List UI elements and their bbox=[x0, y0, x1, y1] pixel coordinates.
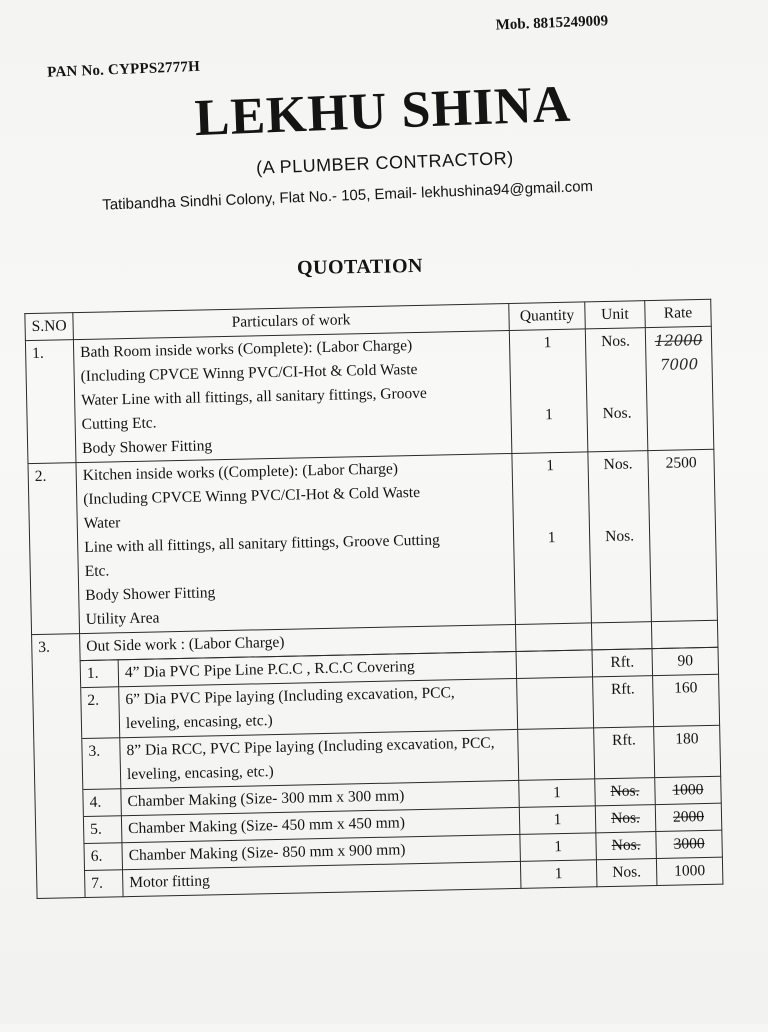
item-unit: Nos. bbox=[596, 859, 657, 887]
header-unit: Unit bbox=[585, 301, 646, 329]
particular-line: Line with all fittings, all sanitary fittings, Groove Cutting bbox=[84, 531, 440, 556]
quantity-value: 1 bbox=[545, 406, 554, 424]
item-rate: 160 bbox=[653, 674, 720, 726]
item-number: 5. bbox=[83, 816, 122, 844]
quantity-value: 1 bbox=[547, 529, 556, 547]
particular-line: (Including CPVCE Winng PVC/CI-Hot & Cold Waste bbox=[80, 360, 418, 386]
row-sno-spacer bbox=[35, 817, 84, 845]
row-rate: 2500 bbox=[648, 449, 718, 621]
item-rate: 2000 bbox=[655, 803, 722, 831]
item-quantity: 1 bbox=[520, 833, 597, 862]
item-description: 4” Dia PVC Pipe Line P.C.C , R.C.C Covering bbox=[118, 651, 516, 686]
item-description: Motor fitting bbox=[123, 861, 521, 896]
item-number: 3. bbox=[82, 738, 121, 790]
row-quantity bbox=[509, 329, 588, 454]
item-quantity: 1 bbox=[519, 806, 596, 835]
unit-value: Nos. bbox=[603, 455, 633, 474]
item-unit: Rft. bbox=[593, 676, 654, 728]
header-quantity: Quantity bbox=[509, 302, 586, 331]
item-quantity bbox=[518, 728, 595, 781]
row-sno-spacer bbox=[32, 661, 81, 689]
company-address: Tatibandha Sindhi Colony, Flat No.- 105, Email- lekhushina94@gmail.com bbox=[101, 177, 594, 214]
item-unit: Nos. bbox=[596, 832, 657, 860]
outside-work-table bbox=[32, 647, 724, 899]
mobile-number: Mob. 8815249009 bbox=[495, 13, 609, 34]
item-rate: 1000 bbox=[656, 857, 723, 885]
row-sno-spacer bbox=[37, 871, 86, 899]
item-number: 7. bbox=[85, 870, 124, 898]
particular-line: Body Shower Fitting bbox=[82, 437, 213, 457]
quotation-table bbox=[24, 299, 718, 662]
item-quantity: 1 bbox=[519, 779, 596, 808]
particular-line: Bath Room inside works (Complete): (Labor Charge) bbox=[79, 337, 413, 362]
row-sno: 2. bbox=[28, 463, 80, 635]
row-sno-spacer bbox=[36, 844, 85, 872]
item-unit: Nos. bbox=[595, 778, 656, 806]
item-rate: 90 bbox=[652, 647, 719, 675]
item-number: 2. bbox=[81, 687, 120, 739]
particular-line: Kitchen inside works ((Complete): (Labor Charge) bbox=[82, 460, 399, 484]
unit-value: Nos. bbox=[602, 404, 632, 423]
item-rate: 1000 bbox=[655, 776, 722, 804]
item-quantity: 1 bbox=[520, 860, 597, 889]
row-unit bbox=[588, 451, 652, 623]
item-description: Chamber Making (Size- 300 mm x 300 mm) bbox=[121, 780, 519, 815]
particular-line: (Including CPVCE Winng PVC/CI-Hot & Cold Waste bbox=[83, 483, 421, 508]
particular-line: Etc. bbox=[84, 562, 110, 580]
table-row bbox=[28, 449, 717, 634]
row-sno-spacer bbox=[35, 790, 84, 818]
row-particulars bbox=[76, 454, 515, 634]
row-sno: 3. bbox=[32, 634, 81, 662]
item-rate: 180 bbox=[654, 725, 721, 777]
item-number: 1. bbox=[80, 660, 119, 688]
item-quantity bbox=[517, 677, 594, 730]
particular-line: Body Shower Fitting bbox=[85, 584, 216, 604]
item-description: 6” Dia PVC Pipe laying (Including excavation, PCC, leveling, encasing, etc.) bbox=[119, 678, 518, 737]
header-particulars: Particulars of work bbox=[73, 304, 509, 340]
item-unit: Rft. bbox=[594, 727, 655, 779]
item-number: 4. bbox=[83, 789, 122, 817]
item-rate: 3000 bbox=[656, 830, 723, 858]
document-title: QUOTATION bbox=[296, 254, 424, 280]
item-unit: Nos. bbox=[595, 805, 656, 833]
particular-line: Water Line with all fittings, all sanitary fittings, Groove bbox=[80, 384, 427, 410]
item-number: 6. bbox=[84, 843, 123, 871]
item-description: 8” Dia RCC, PVC Pipe laying (Including excavation, PCC, leveling, encasing, etc.) bbox=[120, 729, 519, 788]
unit-value: Nos. bbox=[605, 527, 635, 546]
row-particulars bbox=[73, 331, 511, 463]
row-sno-spacer bbox=[34, 739, 83, 791]
header-sno: S.NO bbox=[25, 313, 74, 341]
row-sno-spacer bbox=[33, 688, 82, 740]
quantity-value: 1 bbox=[546, 457, 555, 475]
quantity-value: 1 bbox=[543, 334, 552, 352]
header-rate: Rate bbox=[645, 299, 712, 327]
table-row bbox=[25, 326, 713, 463]
row-sno: 1. bbox=[25, 340, 76, 464]
company-name: LEKHU SHINA bbox=[193, 75, 573, 148]
item-quantity bbox=[516, 650, 593, 679]
pan-number: PAN No. CYPPS2777H bbox=[46, 58, 201, 81]
unit-value: Nos. bbox=[600, 332, 631, 351]
rate-handwritten-value: 7000 bbox=[659, 355, 699, 374]
row-quantity bbox=[512, 452, 592, 625]
particular-line: Cutting Etc. bbox=[81, 414, 157, 434]
item-description: Chamber Making (Size- 450 mm x 450 mm) bbox=[121, 807, 519, 842]
item-unit: Rft. bbox=[592, 649, 653, 677]
particular-line: Utility Area bbox=[85, 609, 160, 628]
particular-line: Water bbox=[83, 514, 121, 532]
row-rate bbox=[645, 326, 714, 450]
row-unit bbox=[585, 328, 648, 452]
row-heading: Out Side work : (Labor Charge) bbox=[80, 624, 516, 660]
rate-struck-value: 12000 bbox=[654, 330, 703, 350]
company-subtitle: (A PLUMBER CONTRACTOR) bbox=[255, 147, 515, 178]
item-description: Chamber Making (Size- 850 mm x 900 mm) bbox=[122, 834, 520, 869]
